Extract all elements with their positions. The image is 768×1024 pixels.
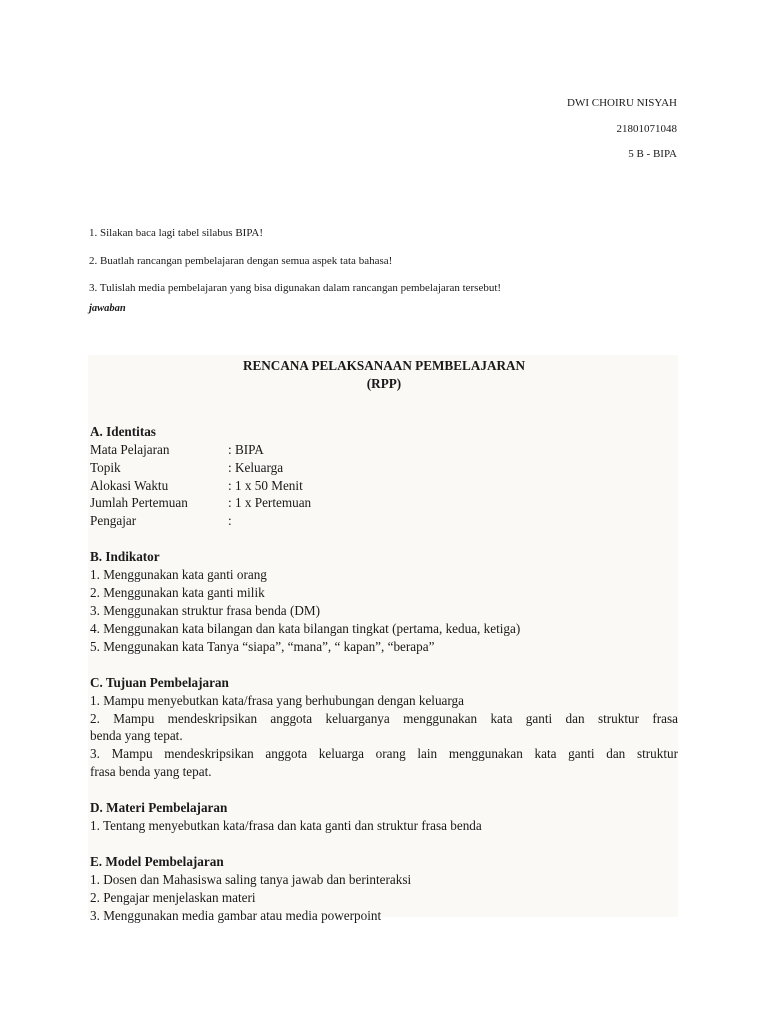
list-item-line: benda yang tepat. — [90, 728, 183, 744]
identitas-key: Jumlah Pertemuan — [90, 495, 188, 511]
identitas-key: Pengajar — [90, 513, 137, 529]
identitas-key: Mata Pelajaran — [90, 441, 170, 457]
list-item-line: 2. Mampu mendeskripsikan anggota keluarganya menggunakan kata ganti dan struktur frasa — [90, 710, 678, 726]
identitas-key: Topik — [90, 459, 121, 475]
student-nim: 21801071048 — [616, 122, 677, 135]
section-tujuan — [90, 674, 678, 781]
section-heading: A. Identitas — [90, 423, 156, 439]
list-item-line: frasa benda yang tepat. — [90, 764, 212, 780]
question-2: 2. Buatlah rancangan pembelajaran dengan semua aspek tata bahasa! — [89, 254, 393, 267]
section-model — [90, 853, 678, 925]
list-item: 3. Menggunakan struktur frasa benda (DM) — [90, 602, 320, 618]
identitas-value: : — [228, 513, 232, 529]
list-item: 1. Mampu menyebutkan kata/frasa yang berhubungan dengan keluarga — [90, 692, 465, 708]
rpp-document — [88, 355, 678, 923]
identitas-value: : 1 x 50 Menit — [228, 477, 303, 493]
section-indikator — [90, 548, 678, 655]
list-item: 2. Menggunakan kata ganti milik — [90, 585, 265, 601]
rpp-title-line2: (RPP) — [366, 375, 402, 391]
list-item: 4. Menggunakan kata bilangan dan kata bilangan tingkat (pertama, kedua, ketiga) — [90, 620, 521, 636]
rpp-title-line1: RENCANA PELAKSANAAN PEMBELAJARAN — [242, 358, 526, 373]
student-name: DWI CHOIRU NISYAH — [567, 97, 677, 109]
list-item: 1. Menggunakan kata ganti orang — [90, 567, 267, 583]
identitas-row — [90, 512, 678, 530]
question-1: 1. Silakan baca lagi tabel silabus BIPA! — [89, 227, 264, 239]
identitas-row — [90, 459, 678, 477]
question-3: 3. Tulislah media pembelajaran yang bisa digunakan dalam rancangan pembelajaran tersebut! — [89, 282, 502, 294]
list-item: 1. Tentang menyebutkan kata/frasa dan kata ganti dan struktur frasa benda — [90, 818, 482, 834]
list-item: 5. Menggunakan kata Tanya “siapa”, “mana”, “ kapan”, “berapa” — [90, 638, 435, 654]
answer-label: jawaban — [89, 303, 126, 314]
student-header — [567, 91, 677, 168]
section-materi — [90, 799, 678, 835]
section-heading: B. Indikator — [90, 549, 160, 565]
list-item: 2. Pengajar menjelaskan materi — [90, 889, 256, 905]
identitas-row — [90, 494, 678, 512]
identitas-value: : BIPA — [228, 441, 264, 457]
identitas-key: Alokasi Waktu — [90, 477, 169, 493]
section-heading: D. Materi Pembelajaran — [90, 800, 228, 816]
section-heading: E. Model Pembelajaran — [90, 853, 224, 869]
section-identitas — [90, 423, 678, 530]
student-class: 5 B - BIPA — [628, 148, 677, 160]
identitas-value: : Keluarga — [228, 459, 284, 475]
rpp-title — [90, 355, 678, 393]
assignment-questions — [89, 220, 501, 303]
list-item: 1. Dosen dan Mahasiswa saling tanya jawab dan berinteraksi — [90, 871, 412, 887]
identitas-value: : 1 x Pertemuan — [228, 495, 312, 511]
identitas-row — [90, 477, 678, 495]
identitas-row — [90, 441, 678, 459]
section-heading: C. Tujuan Pembelajaran — [90, 674, 229, 690]
list-item: 3. Menggunakan media gambar atau media powerpoint — [90, 907, 382, 923]
list-item-line: 3. Mampu mendeskripsikan anggota keluarga orang lain menggunakan kata ganti dan struktur — [90, 746, 678, 762]
